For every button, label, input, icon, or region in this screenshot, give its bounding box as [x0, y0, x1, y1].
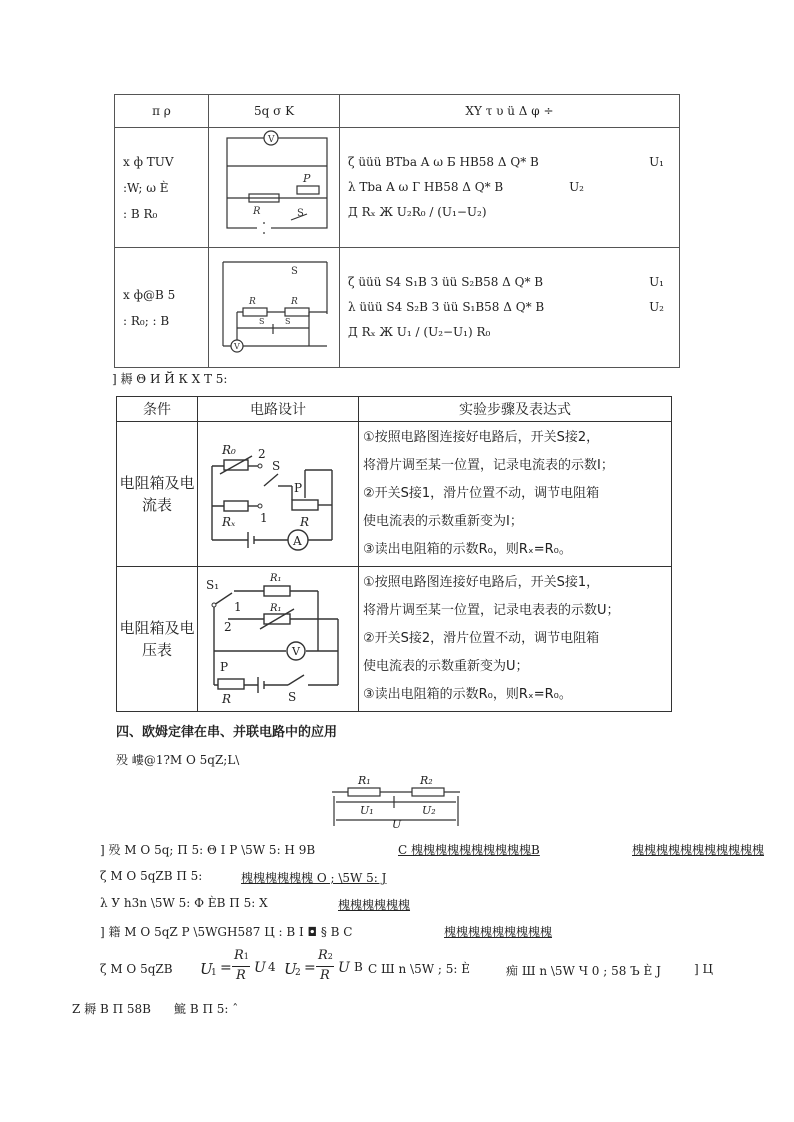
- table-1-header: [115, 95, 680, 128]
- table-2-steps-cell: [359, 422, 672, 567]
- svg-text:V: V: [268, 135, 275, 145]
- table-1-circuit-cell: [209, 128, 340, 248]
- text-line: ] 殁 M O 5q; П 5: Θ I P \5W 5: Н 9B: [100, 843, 316, 857]
- text-line: 鯳 B П 5: ˆ: [174, 1002, 239, 1016]
- step-line: ζ üüü S4 S₁B З üü S₂B58 Δ Q* B U₁: [348, 275, 664, 289]
- step-line: 将滑片调至某一位置，记录电表表的示数U；: [363, 603, 620, 618]
- svg-text:S: S: [288, 690, 297, 704]
- text-line: C 槐槐槐槐槐槐槐槐槐槐B: [398, 843, 540, 857]
- step-line: ②开关S接2，滑片位置不动，调节电阻箱: [363, 631, 600, 646]
- svg-text:S: S: [259, 317, 265, 326]
- table-1-steps-cell: [340, 248, 680, 368]
- step-line: ①按照电路图连接好电路后，开关S接1，: [363, 575, 600, 590]
- cond-line: : R₀; : B: [123, 313, 170, 328]
- svg-text:2: 2: [258, 447, 266, 461]
- cond-line: : B R₀: [123, 206, 158, 221]
- text-line: Z 耨 B П 58B: [72, 1002, 151, 1016]
- table-1-header-circuit: 5q σ K: [209, 95, 340, 128]
- svg-text:R: R: [249, 297, 256, 307]
- text-line: ] 籍 M O 5qZ P \5WGH587 Ц : B I ◘ § B C: [100, 925, 353, 939]
- svg-text:2: 2: [224, 620, 232, 634]
- formula-voltage-divider: U 1 = R1 R U 4 U 2 = R2 R U B: [200, 948, 363, 983]
- step-line: 将滑片调至某一位置，记录电流表的示数I；: [363, 458, 614, 473]
- text-line: 槐槐槐槐槐槐槐槐槐: [444, 925, 553, 939]
- step-line: λ üüü S4 S₂B З üü S₁B58 Δ Q* B U₂: [348, 300, 664, 314]
- svg-text:R: R: [291, 297, 298, 307]
- table-row: [115, 248, 680, 368]
- text-line: 槐槐槐槐槐槐: [338, 898, 411, 912]
- cond-line: x ф TUV: [123, 154, 174, 169]
- table-1-circuit-cell: [209, 248, 340, 368]
- svg-text:Rₓ: Rₓ: [222, 515, 236, 529]
- table-2-steps-cell: [359, 567, 672, 712]
- svg-text:V: V: [234, 342, 240, 351]
- svg-text:S: S: [297, 208, 304, 219]
- step-line: ζ üüü BTba A ω Б HB58 Δ Q* B U₁: [348, 155, 664, 169]
- step-line: Д Rₓ Ж U₁ / (U₂−U₁) R₀: [348, 325, 491, 339]
- svg-text:S: S: [285, 317, 291, 326]
- svg-text:S: S: [291, 266, 298, 277]
- step-line: 使电流表的示数重新变为U；: [363, 659, 529, 674]
- label-u: U: [392, 818, 402, 830]
- text-line: 槐槐槐槐槐槐槐槐槐槐槐: [632, 843, 765, 857]
- circuit-voltmeter-box-diagram: [198, 567, 358, 707]
- step-line: 使电流表的示数重新变为I；: [363, 514, 523, 529]
- label-u1: U₁: [360, 804, 374, 817]
- step-line: ②开关S接1，滑片位置不动，调节电阻箱: [363, 486, 600, 501]
- table-2-header-cond: 条件: [117, 397, 198, 422]
- table-2-header-steps: 实验步骤及表达式: [359, 397, 672, 422]
- svg-text:P: P: [220, 660, 229, 674]
- svg-text:R: R: [300, 515, 310, 529]
- svg-text:R: R: [253, 206, 261, 217]
- step-line: ③读出电阻箱的示数R₀，则Rₓ=R₀。: [363, 542, 572, 557]
- svg-text:R: R: [222, 692, 232, 706]
- table-2-header-circuit: 电路设计: [198, 397, 359, 422]
- circuit-two-switch-diagram: [209, 248, 339, 364]
- step-line: ③读出电阻箱的示数R₀，则Rₓ=R₀。: [363, 687, 572, 702]
- svg-text:S₁: S₁: [206, 578, 220, 592]
- note-line: ] 耨 Θ И Й К Х Т 5:: [112, 372, 228, 386]
- svg-text:R₁: R₁: [270, 573, 282, 584]
- label-u2: U₂: [422, 804, 436, 817]
- label-r2: R₂: [420, 774, 433, 787]
- text-line: 槐槐槐槐槐槐 O ; \5W 5: J: [241, 871, 387, 885]
- text-line: C Ш n \5W ; 5: È: [368, 962, 470, 976]
- table-1-steps-cell: [340, 128, 680, 248]
- series-resistor-diagram: [328, 768, 468, 830]
- table-2: [116, 396, 672, 712]
- table-2-circuit-cell: [198, 422, 359, 567]
- text-line: 痴 Ш n \5W Ч 0 ; 58 Ъ È J: [506, 964, 661, 978]
- circuit-ammeter-diagram: [198, 422, 358, 562]
- svg-text:1: 1: [260, 511, 268, 525]
- table-row: [117, 422, 672, 567]
- sub-line: 殁 嶁@1?M O 5qZ;L\: [116, 753, 240, 767]
- step-line: ①按照电路图连接好电路后，开关S接2，: [363, 430, 600, 445]
- cond-line: :W; ω È: [123, 180, 169, 195]
- table-2-cond-cell: 电阻箱及电压表: [117, 567, 198, 712]
- table-2-cond-cell: 电阻箱及电流表: [117, 422, 198, 567]
- table-1: [114, 94, 680, 368]
- table-1-cond-cell: [115, 248, 209, 368]
- svg-text:P: P: [294, 481, 303, 495]
- table-row: [115, 128, 680, 248]
- table-1-cond-cell: [115, 128, 209, 248]
- text-line: ζ M O 5qZB П 5:: [100, 869, 203, 883]
- table-row: [117, 567, 672, 712]
- table-2-circuit-cell: [198, 567, 359, 712]
- table-2-header: [117, 397, 672, 422]
- svg-text:A: A: [293, 534, 302, 548]
- circuit-voltmeter-diagram: [209, 128, 339, 244]
- text-line: λ У h3n \5W 5: Ф ÈВ П 5: Х: [100, 896, 268, 910]
- table-1-header-steps: XY τ υ ü Δ φ ÷: [340, 95, 680, 128]
- cond-line: x ф@B 5: [123, 287, 176, 302]
- svg-text:R₁: R₁: [270, 603, 282, 614]
- svg-text:V: V: [292, 645, 300, 658]
- svg-text:R₀: R₀: [222, 443, 236, 457]
- section-title: 四、欧姆定律在串、并联电路中的应用: [116, 725, 338, 740]
- label-r1: R₁: [358, 774, 371, 787]
- svg-text:P: P: [303, 172, 311, 185]
- text-line: ] Ц: [694, 962, 713, 976]
- svg-text:1: 1: [234, 600, 242, 614]
- table-1-header-cond: π ρ: [115, 95, 209, 128]
- step-line: Д Rₓ Ж U₂R₀ / (U₁−U₂): [348, 205, 487, 219]
- text-line: ζ M O 5qZB: [100, 962, 173, 976]
- svg-text:S: S: [272, 459, 281, 473]
- step-line: λ Tba A ω Г HB58 Δ Q* B U₂: [348, 180, 584, 194]
